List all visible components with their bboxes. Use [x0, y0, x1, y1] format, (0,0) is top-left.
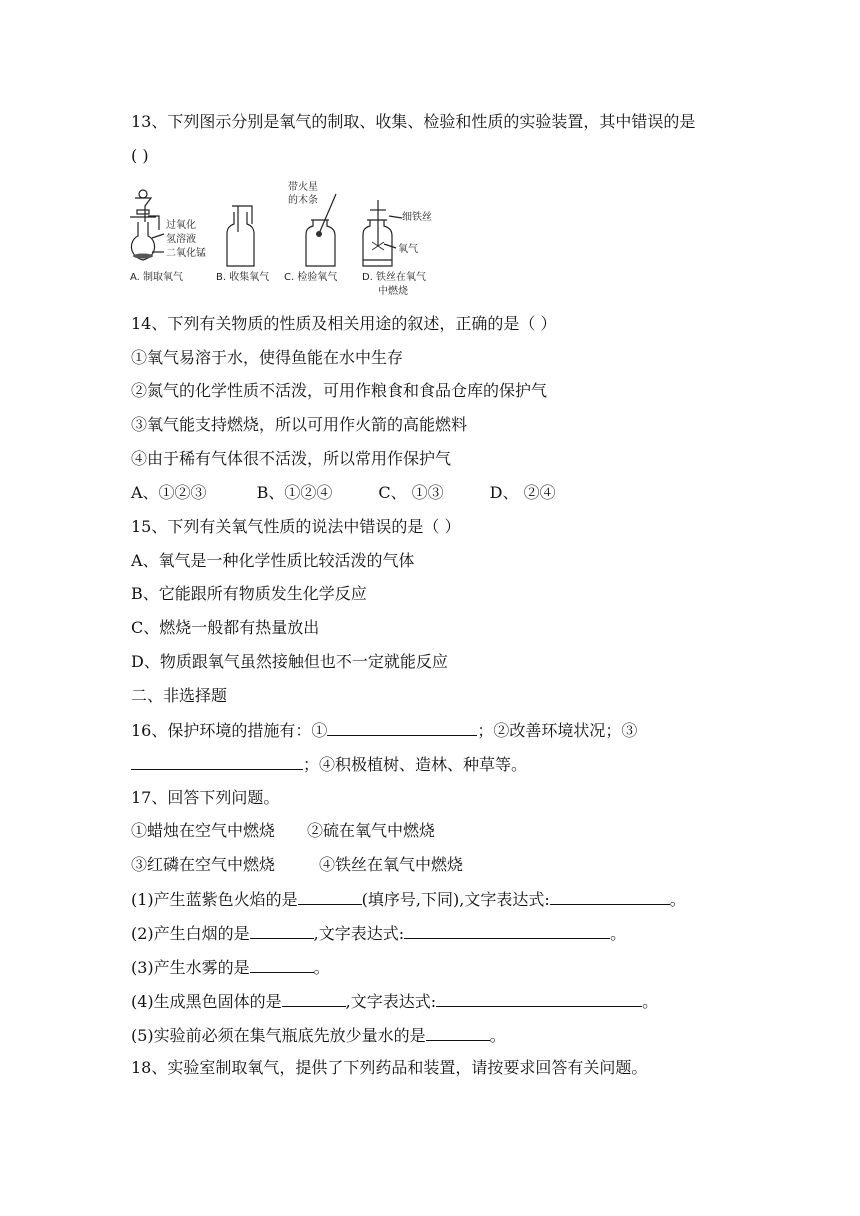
q14-options — [131, 483, 556, 503]
q14-item-2: ②氮气的化学性质不活泼，可用作粮食和食品仓库的保护气 — [131, 381, 548, 400]
q17-sub-5-end: 。 — [489, 1026, 506, 1045]
q16-line-1 — [131, 720, 637, 741]
caption-a: A. 制取氧气 — [130, 272, 184, 283]
section-title-non-choice: 二、非选择题 — [131, 686, 228, 705]
caption-d-1: D. 铁丝在氧气 — [362, 272, 427, 283]
q17-items-row-2 — [131, 855, 463, 875]
label-hydrogen-peroxide-1: 过氧化 — [166, 220, 196, 231]
q17-sub-5-blank[interactable] — [426, 1025, 490, 1041]
q14-option-c: C、 ①③ — [378, 483, 444, 502]
q17-sub-2-blank-2[interactable] — [404, 923, 610, 939]
q17-sub-1-blank-1[interactable] — [298, 889, 362, 905]
q17-sub-3-end: 。 — [313, 958, 330, 977]
q17-sub-5-text: (5)实验前必须在集气瓶底先放少量水的是 — [131, 1026, 426, 1045]
funnel-cap-icon — [139, 190, 147, 198]
apparatus-drawing — [126, 176, 446, 300]
q14-stem: 14、下列有关物质的性质及相关用途的叙述，正确的是（ ） — [131, 314, 557, 333]
q14-item-4: ④由于稀有气体很不活泼，所以常用作保护气 — [131, 449, 452, 468]
q14-option-d: D、 ②④ — [489, 483, 556, 502]
q16-text-2: ；②改善环境状况；③ — [477, 721, 638, 740]
caption-c: C. 检验氧气 — [284, 272, 338, 283]
label-glowing-splint-1: 带火星 — [288, 182, 318, 193]
q17-sub-3-text: (3)产生水雾的是 — [131, 958, 250, 977]
q14-item-3: ③氧气能支持燃烧，所以可用作火箭的高能燃料 — [131, 415, 468, 434]
label-oxygen: 氧气 — [398, 244, 418, 255]
q14-item-1: ①氧气易溶于水，使得鱼能在水中生存 — [131, 348, 404, 367]
q17-sub-3 — [131, 957, 330, 978]
q16-line-2 — [131, 754, 527, 775]
q17-stem: 17、回答下列问题。 — [131, 788, 280, 807]
q17-sub-3-blank[interactable] — [250, 957, 314, 973]
label-glowing-splint-2: 的木条 — [288, 195, 318, 206]
q14-option-a: A、①②③ — [131, 483, 207, 502]
q17-sub-2-end: 。 — [610, 924, 627, 943]
q15-stem: 15、下列有关氧气性质的说法中错误的是（ ） — [131, 517, 461, 536]
q17-sub-5 — [131, 1025, 506, 1046]
q17-sub-4-end: 。 — [642, 992, 659, 1011]
q16-blank-1[interactable] — [327, 720, 477, 736]
q17-sub-4-text-2: ,文字表达式: — [345, 992, 437, 1011]
q15-option-d: D、物质跟氧气虽然接触但也不一定就能反应 — [131, 652, 448, 671]
q17-sub-1-text: (1)产生蓝紫色火焰的是 — [131, 890, 298, 909]
q17-sub-4-blank-2[interactable] — [436, 991, 642, 1007]
q17-sub-4-blank-1[interactable] — [282, 991, 346, 1007]
q14-option-b: B、①②④ — [256, 483, 333, 502]
q17-items-row-1 — [131, 821, 435, 841]
q17-sub-2-blank-1[interactable] — [250, 923, 314, 939]
q13-answer-paren: ( ) — [131, 146, 149, 165]
q17-sub-4 — [131, 991, 658, 1012]
q17-sub-2 — [131, 923, 626, 944]
q17-sub-4-text: (4)生成黑色固体的是 — [131, 992, 282, 1011]
q17-item-3: ③红磷在空气中燃烧 — [131, 855, 276, 874]
q17-sub-2-text-2: ,文字表达式: — [313, 924, 405, 943]
q16-blank-2[interactable] — [131, 754, 303, 770]
q18-stem: 18、实验室制取氧气，提供了下列药品和装置，请按要求回答有关问题。 — [131, 1058, 648, 1077]
q17-item-2: ②硫在氧气中燃烧 — [307, 821, 436, 840]
q17-sub-1 — [131, 889, 686, 910]
q15-option-c: C、燃烧一般都有热量放出 — [131, 618, 320, 637]
q13-stem: 13、下列图示分别是氧气的制取、收集、检验和性质的实验装置，其中错误的是 — [131, 112, 696, 131]
q13-apparatus-figure — [126, 176, 446, 300]
q17-sub-1-end: 。 — [669, 890, 686, 909]
q17-sub-1-text-2: (填序号,下同),文字表达式: — [361, 890, 550, 909]
caption-b: B. 收集氧气 — [216, 272, 270, 283]
q17-item-4: ④铁丝在氧气中燃烧 — [319, 855, 464, 874]
q17-sub-2-text: (2)产生白烟的是 — [131, 924, 250, 943]
q17-sub-1-blank-2[interactable] — [550, 889, 670, 905]
q16-text-3: ；④积极植树、造林、种草等。 — [303, 755, 528, 774]
caption-d-2: 中燃烧 — [378, 286, 408, 297]
q15-option-b: B、它能跟所有物质发生化学反应 — [131, 584, 367, 603]
label-manganese-dioxide: 二氧化锰 — [166, 248, 206, 259]
q16-text-1: 16、保护环境的措施有：① — [131, 721, 328, 740]
q17-item-1: ①蜡烛在空气中燃烧 — [131, 821, 276, 840]
q15-option-a: A、氧气是一种化学性质比较活泼的气体 — [131, 551, 415, 570]
label-iron-wire: 细铁丝 — [402, 212, 432, 223]
label-hydrogen-peroxide-2: 氢溶液 — [166, 234, 196, 245]
